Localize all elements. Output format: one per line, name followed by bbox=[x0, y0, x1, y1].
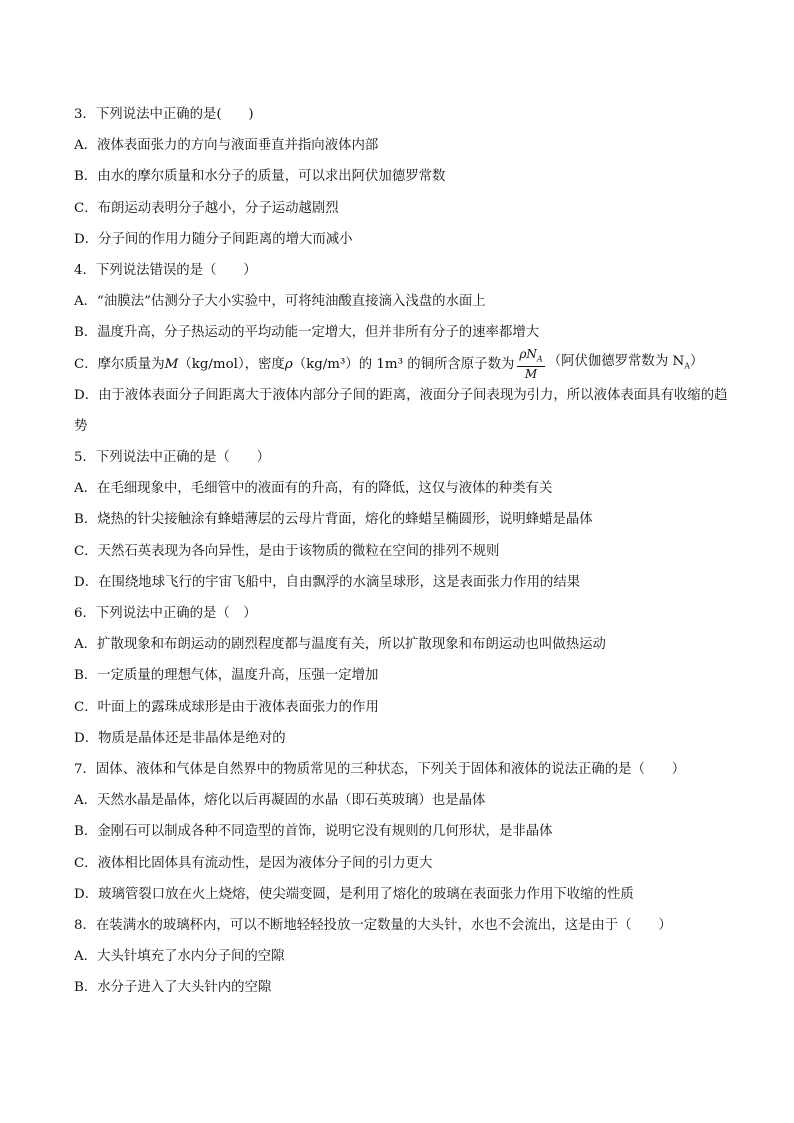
question-sheet bbox=[74, 99, 734, 1003]
q3-option-d: D．分子间的作用力随分子间距离的增大而减小 bbox=[74, 231, 353, 247]
question-7-stem: 7．固体、液体和气体是自然界中的物质常见的三种状态，下列关于固体和液体的说法正确的是（ ） bbox=[74, 761, 686, 777]
q4-option-c bbox=[74, 346, 734, 382]
question-5-stem: 5．下列说法中正确的是（ ） bbox=[74, 450, 270, 466]
q5-option-b: B．烧热的针尖接触涂有蜂蜡薄层的云母片背面，熔化的蜂蜡呈椭圆形，说明蜂蜡是晶体 bbox=[74, 512, 593, 528]
q4-option-a: A．“油膜法”估测分子大小实验中，可将纯油酸直接滴入浅盘的水面上 bbox=[74, 294, 486, 310]
q8-option-b: B．水分子进入了大头针内的空隙 bbox=[74, 980, 272, 996]
fraction-numerator: $\rho N_A$ bbox=[517, 347, 544, 367]
q5-option-a: A．在毛细现象中，毛细管中的液面有的升高，有的降低，这仅与液体的种类有关 bbox=[74, 481, 553, 497]
density-symbol: ρ bbox=[284, 356, 293, 372]
q7-option-c: C．液体相比固体具有流动性，是因为液体分子间的引力更大 bbox=[74, 855, 433, 871]
q4-option-d: D．由于液体表面分子间距离大于液体内部分子间的距离，液面分子间表现为引力，所以液体表面具有收缩的趋势 bbox=[74, 387, 728, 434]
q4-option-b: B．温度升高，分子热运动的平均动能一定增大，但并非所有分子的速率都增大 bbox=[74, 325, 540, 341]
q6-option-d: D．物质是晶体还是非晶体是绝对的 bbox=[74, 730, 286, 746]
q8-option-a: A．大头针填充了水内分子间的空隙 bbox=[74, 949, 285, 965]
q6-option-b: B．一定质量的理想气体，温度升高，压强一定增加 bbox=[74, 668, 379, 684]
question-6-stem: 6．下列说法中正确的是（ ） bbox=[74, 606, 257, 622]
q5-option-c: C．天然石英表现为各向异性，是由于该物质的微粒在空间的排列不规则 bbox=[74, 543, 500, 559]
atom-count-fraction bbox=[517, 347, 544, 381]
q3-option-a: A．液体表面张力的方向与液面垂直并指向液体内部 bbox=[74, 138, 379, 154]
q7-option-a: A．天然水晶是晶体，熔化以后再凝固的水晶（即石英玻璃）也是晶体 bbox=[74, 793, 486, 809]
question-8-stem: 8．在装满水的玻璃杯内，可以不断地轻轻投放一定数量的大头针，水也不会流出，这是由于（ ） bbox=[74, 917, 672, 933]
fraction-denominator: M bbox=[524, 367, 538, 382]
q7-option-d: D．玻璃管裂口放在火上烧熔，使尖端变圆，是利用了熔化的玻璃在表面张力作用下收缩的性质 bbox=[74, 886, 634, 902]
q5-option-d: D．在围绕地球飞行的宇宙飞船中，自由飘浮的水滴呈球形，这是表面张力作用的结果 bbox=[74, 574, 581, 590]
molar-mass-symbol: M bbox=[164, 356, 179, 372]
q4-c-unit1: （kg/mol），密度 bbox=[178, 356, 285, 372]
q6-option-c: C．叶面上的露珠成球形是由于液体表面张力的作用 bbox=[74, 699, 379, 715]
q7-option-b: B．金刚石可以制成各种不同造型的首饰，说明它没有规则的几何形状，是非晶体 bbox=[74, 824, 553, 840]
q4-c-unit2: （kg/m³）的 1m³ 的铜所含原子数为 bbox=[292, 356, 515, 372]
q3-option-b: B．由水的摩尔质量和水分子的质量，可以求出阿伏加德罗常数 bbox=[74, 169, 446, 185]
question-4-stem: 4．下列说法错误的是（ ） bbox=[74, 262, 257, 278]
q3-option-c: C．布朗运动表明分子越小，分子运动越剧烈 bbox=[74, 200, 339, 216]
q4-c-prefix: C．摩尔质量为 bbox=[74, 356, 165, 372]
question-3-stem: 3．下列说法中正确的是( ) bbox=[74, 107, 254, 122]
q4-c-suffix: （阿伏伽德罗常数为 $N_A$） bbox=[547, 354, 704, 371]
q6-option-a: A．扩散现象和布朗运动的剧烈程度都与温度有关，所以扩散现象和布朗运动也叫做热运动 bbox=[74, 637, 606, 653]
